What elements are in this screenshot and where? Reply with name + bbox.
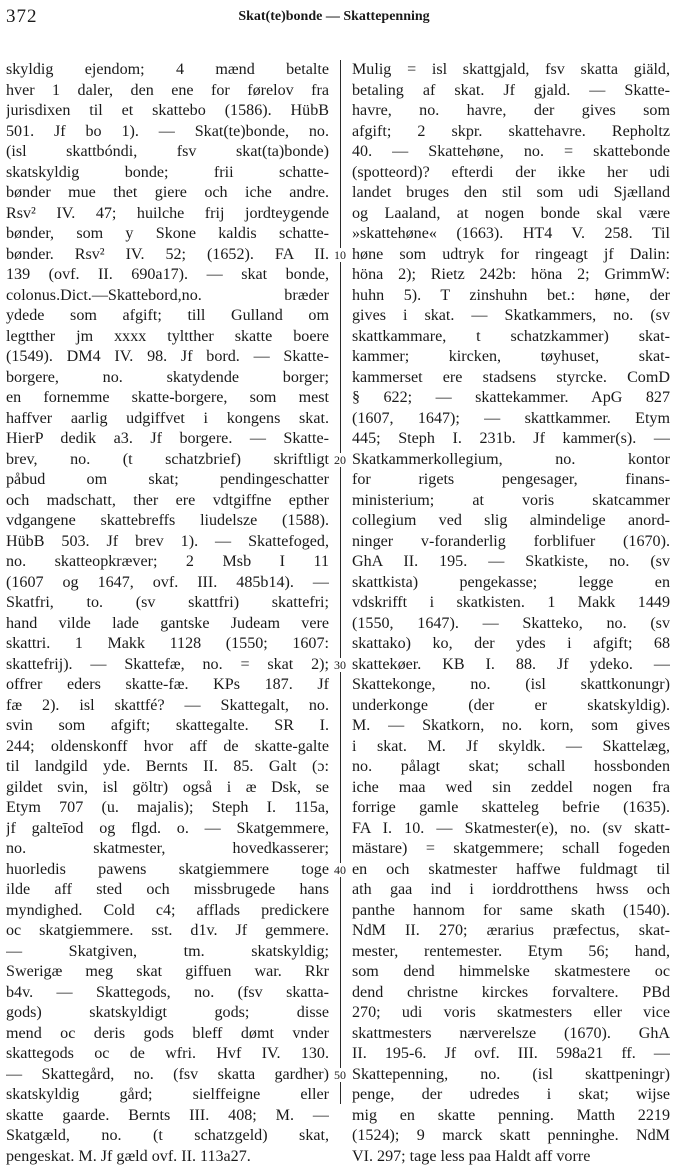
text-line: 270; udi voris skatmesters eller vice [352,1003,670,1024]
text-line: § 622; — skattekammer. ApG 827 [352,388,670,409]
line-number: 10 [334,248,346,262]
text-line: til landgild yde. Bernts II. 85. Galt (ɔ: [6,757,329,778]
text-line: no. skatmester, hovedkasserer; [6,839,329,860]
text-line: fæ 2). isl skattfé? — Skattegalt, no. [6,696,329,717]
text-line: »skattehøne« (1663). HT4 V. 258. Til [352,224,670,245]
text-line: Mulig = isl skattgjald, fsv skatta giäld, [352,60,670,81]
text-line: mester, rentemester. Etym 56; hand, [352,942,670,963]
text-line: iche maa wed sin zeddel nogen fra [352,778,670,799]
line-number: 40 [334,863,346,877]
text-line: ninger v-foranderlig forblifuer (1670). [352,532,670,553]
text-line: Skatfri, to. (sv skattfri) skattefri; [6,593,329,614]
text-line: skyldig ejendom; 4 mænd betalte [6,60,329,81]
text-line: en fornemme skatte-borgere, som mest [6,388,329,409]
text-line: skattkista) pengekasse; legge en [352,573,670,594]
text-line: VI. 297; tage less paa Haldt aff vorre [352,1147,670,1167]
text-line: NdM II. 270; ærarius præfectus, skat- [352,921,670,942]
text-line: kammerset ere stadsens styrcke. ComD [352,368,670,389]
text-line: 445; Steph I. 231b. Jf kammer(s). — [352,429,670,450]
text-line: brev, no. (t schatzbrief) skriftligt [6,450,329,471]
text-line: legtther jm xxxx tyltther skatte boere [6,327,329,348]
text-line: gods) skatskyldigt gods; disse [6,1003,329,1024]
text-line: høne som udtryk for ringeagt jf Dalin: [352,245,670,266]
text-line: — Skatgiven, tm. skatskyldig; [6,942,329,963]
text-line: skattako) ko, der ydes i afgift; 68 [352,634,670,655]
text-line: hand vilde lade gantske Judeam vere [6,614,329,635]
text-line: huhn 5). T zinshuhn bet.: høne, der [352,286,670,307]
text-line: en och skatmester haffwe fuldmagt til [352,860,670,881]
text-line: hver 1 daler, den ene for førelov fra [6,81,329,102]
text-line: (1607 og 1647, ovf. III. 485b14). — [6,573,329,594]
text-line: afgift; 2 skpr. skattehavre. Repholtz [352,122,670,143]
running-head: Skat(te)bonde — Skattepenning [4,9,664,25]
text-line: bønder mue thet giere och iche andre. [6,183,329,204]
text-line: Etym 707 (u. majalis); Steph I. 115a, [6,798,329,819]
text-line: skattekøer. KB I. 88. Jf ydeko. — [352,655,670,676]
text-line: skatskyldig gård; sielffeigne eller [6,1085,329,1106]
text-line: skatskyldig bonde; frii schatte- [6,163,329,184]
text-line: svin som afgift; skattegalte. SR I. [6,716,329,737]
text-line: (1549). DM4 IV. 98. Jf bord. — Skatte- [6,347,329,368]
page-header [4,6,664,32]
text-line: kammer; kircken, tøyhuset, skat- [352,347,670,368]
text-line: pengeskat. M. Jf gæld ovf. II. 113a27. [6,1147,329,1167]
text-line: ydede som afgift; till Gulland om [6,306,329,327]
text-line: skattefrij). — Skattefæ, no. = skat 2); [6,655,329,676]
text-line: mend oc deris gods bleff dømt vnder [6,1024,329,1045]
text-line: Skattepenning, no. (isl skattpeningr) [352,1065,670,1086]
text-line: og Laaland, at nogen bonde skal være [352,204,670,225]
right-column [352,60,670,1104]
text-line: collegium ved slig almindelige anord- [352,511,670,532]
text-line: — Skattegård, no. (fsv skatta gardher) [6,1065,329,1086]
text-line: no. skatteopkræver; 2 Msb I 11 [6,552,329,573]
text-line: bønder. Rsv² IV. 52; (1652). FA II. [6,245,329,266]
text-line: haffver aarlig udgiffvet i kongens skat. [6,409,329,430]
text-line: och madschatt, ther ere vdtgiffne epther [6,491,329,512]
text-line: colonus.Dict.—Skattebord,no. bræder [6,286,329,307]
text-line: Skatkammerkollegium, no. kontor [352,450,670,471]
text-line: huorledis pawens skatgiemmere toge [6,860,329,881]
text-line: HierP dedik a3. Jf borgere. — Skatte- [6,429,329,450]
text-line: underkonge (der er skatskyldig). [352,696,670,717]
text-line: jurisdixen til et skattebo (1586). HübB [6,101,329,122]
text-line: skattmesters nærverelsze (1670). GhA [352,1024,670,1045]
line-number: 50 [334,1068,346,1082]
text-line: skatte gaarde. Bernts III. 408; M. — [6,1106,329,1127]
line-number: 30 [334,658,346,672]
text-line: i skat. M. Jf skyldk. — Skattelæg, [352,737,670,758]
text-line: (1607, 1647); — skattkammer. Etym [352,409,670,430]
text-line: myndighed. Cold c4; afflads predickere [6,901,329,922]
text-line: Rsv² IV. 47; huilche frij jordteygende [6,204,329,225]
text-line: bønder, som y Skone kaldis schatte- [6,224,329,245]
text-line: no. pålagt skat; schall hossbonden [352,757,670,778]
text-line: mig en skatte penning. Matth 2219 [352,1106,670,1127]
text-line: (1550, 1647). — Skatteko, no. (sv [352,614,670,635]
text-line: höna 2); Rietz 242b: höna 2; GrimmW: [352,265,670,286]
text-line: forrige gamle skatteleg befrie (1635). [352,798,670,819]
text-line: (1524); 9 marck skatt penninghe. NdM [352,1126,670,1147]
text-line: jf galteīod og flgd. o. — Skatgemmere, [6,819,329,840]
text-line: Skatgæld, no. (t schatzgeld) skat, [6,1126,329,1147]
text-line: b4v. — Skattegods, no. (fsv skatta- [6,983,329,1004]
text-line: II. 195-6. Jf ovf. III. 598a21 ff. — [352,1044,670,1065]
text-line: gives i skat. — Skatkammers, no. (sv [352,306,670,327]
line-number: 20 [334,453,346,467]
text-line: oc skatgiemmere. sst. d1v. Jf gemmere. [6,921,329,942]
text-line: mästare) = skatgemmere; schall fogeden [352,839,670,860]
text-line: offrer eders skatte-fæ. KPs 187. Jf [6,675,329,696]
text-line: skattegods oc de wfri. Hvf IV. 130. [6,1044,329,1065]
text-line: havre, no. havre, der gives som [352,101,670,122]
text-line: 40. — Skattehøne, no. = skattebonde [352,142,670,163]
text-line: 501. Jf bo 1). — Skat(te)bonde, no. [6,122,329,143]
text-line: 244; oldenskonff hvor aff de skatte-galte [6,737,329,758]
text-line: dend christne kirckes forvaltere. PBd [352,983,670,1004]
text-line: gildet svin, isl göltr) også i æ Dsk, se [6,778,329,799]
text-line: ministerium; at voris skatcammer [352,491,670,512]
text-line: vdgangene skattebreffs liudelsze (1588). [6,511,329,532]
text-line: (spotteord)? efterdi der ikke her udi [352,163,670,184]
text-line: betaling af skat. Jf gjald. — Skatte- [352,81,670,102]
text-line: borgere, no. skatydende borger; [6,368,329,389]
page-number: 372 [6,6,38,28]
text-line: påbud om skat; pendingeschatter [6,470,329,491]
text-line: ilde aff sted och missbrugede hans [6,880,329,901]
line-numbers [334,60,354,1104]
text-line: Skattekonge, no. (isl skattkonungr) [352,675,670,696]
text-line: FA I. 10. — Skatmester(e), no. (sv skatt- [352,819,670,840]
text-line: skattkammare, t schatzkammer) skat- [352,327,670,348]
text-line: 139 (ovf. II. 690a17). — skat bonde, [6,265,329,286]
text-line: som dend himmelske skatmestere oc [352,962,670,983]
text-line: skattri. 1 Makk 1128 (1550; 1607: [6,634,329,655]
text-line: M. — Skatkorn, no. korn, som gives [352,716,670,737]
text-line: ath gaa ind i iorddrotthens hwss och [352,880,670,901]
text-line: (isl skattbóndi, fsv skat(ta)bonde) [6,142,329,163]
text-line: for rigets pengesager, finans- [352,470,670,491]
text-line: penge, der udredes i skat; wijse [352,1085,670,1106]
text-line: panthe hannom for same skath (1540). [352,901,670,922]
text-line: vdskrifft i skatkisten. 1 Makk 1449 [352,593,670,614]
text-line: HübB 503. Jf brev 1). — Skattefoged, [6,532,329,553]
left-column [6,60,329,1104]
text-line: Swerigæ meg skat giffuen war. Rkr [6,962,329,983]
text-line: GhA II. 195. — Skatkiste, no. (sv [352,552,670,573]
text-line: landet bruges den stil som udi Sjælland [352,183,670,204]
